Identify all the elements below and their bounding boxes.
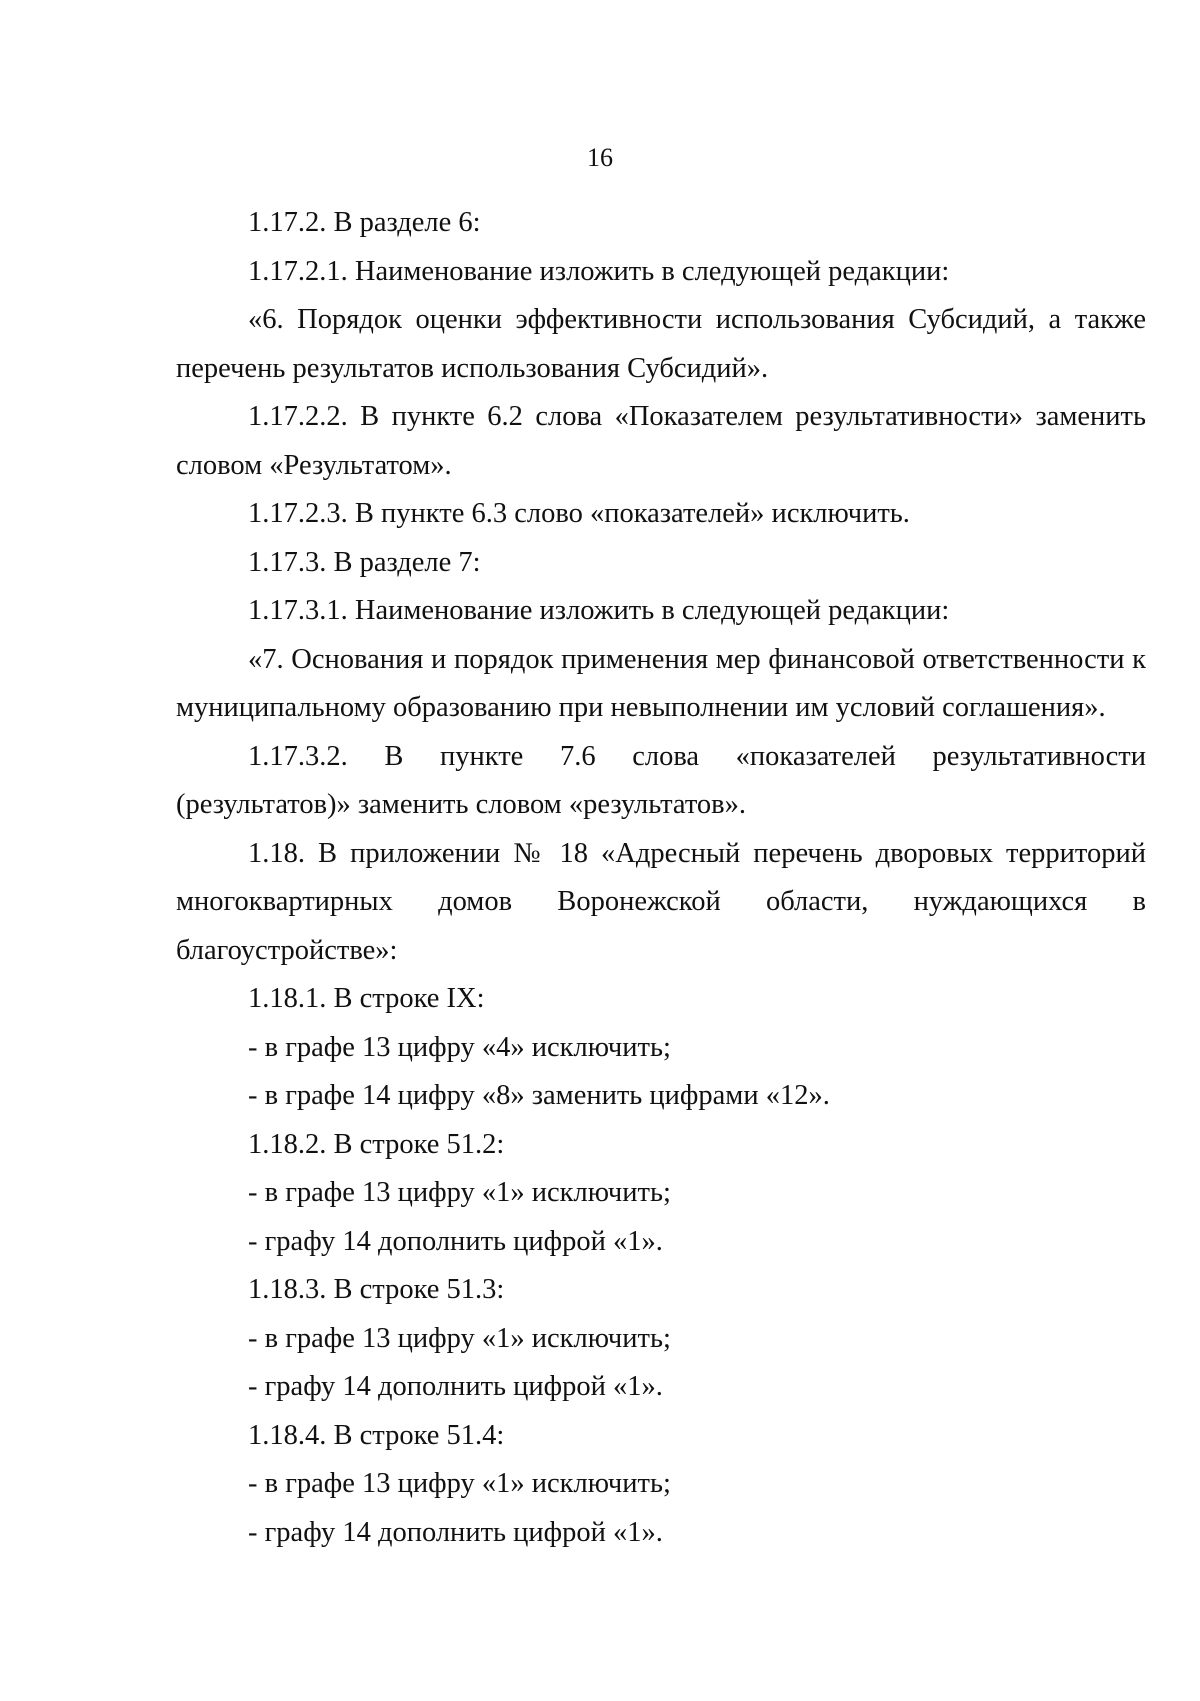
paragraph: 1.18.3. В строке 51.3: xyxy=(248,1274,505,1305)
list-item: - в графе 13 цифру «1» исключить; xyxy=(248,1468,671,1499)
document-body xyxy=(176,199,1146,1557)
list-item: - графу 14 дополнить цифрой «1». xyxy=(248,1516,663,1548)
paragraph: 1.17.2.3. В пункте 6.3 слово «показателей» исключить. xyxy=(248,498,910,529)
paragraph: 1.17.3.2. В пункте 7.6 слова «показателей результативности (результатов)» заменить словом «результатов». xyxy=(176,740,1146,820)
paragraph: 1.17.2.1. Наименование изложить в следующей редакции: xyxy=(248,255,950,287)
list-item: - в графе 13 цифру «4» исключить; xyxy=(248,1031,671,1063)
list-item: - графу 14 дополнить цифрой «1». xyxy=(248,1371,663,1402)
paragraph: 1.17.3. В разделе 7: xyxy=(248,546,481,578)
paragraph: 1.17.2.2. В пункте 6.2 слова «Показателем результативности» заменить словом «Результатом». xyxy=(176,401,1146,481)
list-item: - в графе 13 цифру «1» исключить; xyxy=(248,1322,671,1354)
paragraph: «6. Порядок оценки эффективности использования Субсидий, а также перечень результатов использования Субсидий». xyxy=(176,304,1146,384)
paragraph: 1.18.1. В строке IX: xyxy=(248,983,485,1014)
paragraph: 1.18.2. В строке 51.2: xyxy=(248,1128,505,1160)
paragraph: 1.17.2. В разделе 6: xyxy=(248,207,481,238)
paragraph: 1.17.3.1. Наименование изложить в следующей редакции: xyxy=(248,595,950,626)
paragraph: 1.18.4. В строке 51.4: xyxy=(248,1419,505,1451)
list-item: - в графе 13 цифру «1» исключить; xyxy=(248,1177,671,1208)
page-number: 16 xyxy=(587,143,613,172)
paragraph: 1.18. В приложении № 18 «Адресный перечень дворовых территорий многоквартирных домов Воронежской области, нуждающихся в благоустройстве»: xyxy=(176,837,1146,966)
paragraph: «7. Основания и порядок применения мер финансовой ответственности к муниципальному образованию при невыполнении им условий соглашения». xyxy=(176,643,1146,723)
list-item: - графу 14 дополнить цифрой «1». xyxy=(248,1225,663,1257)
list-item: - в графе 14 цифру «8» заменить цифрами «12». xyxy=(248,1080,830,1111)
